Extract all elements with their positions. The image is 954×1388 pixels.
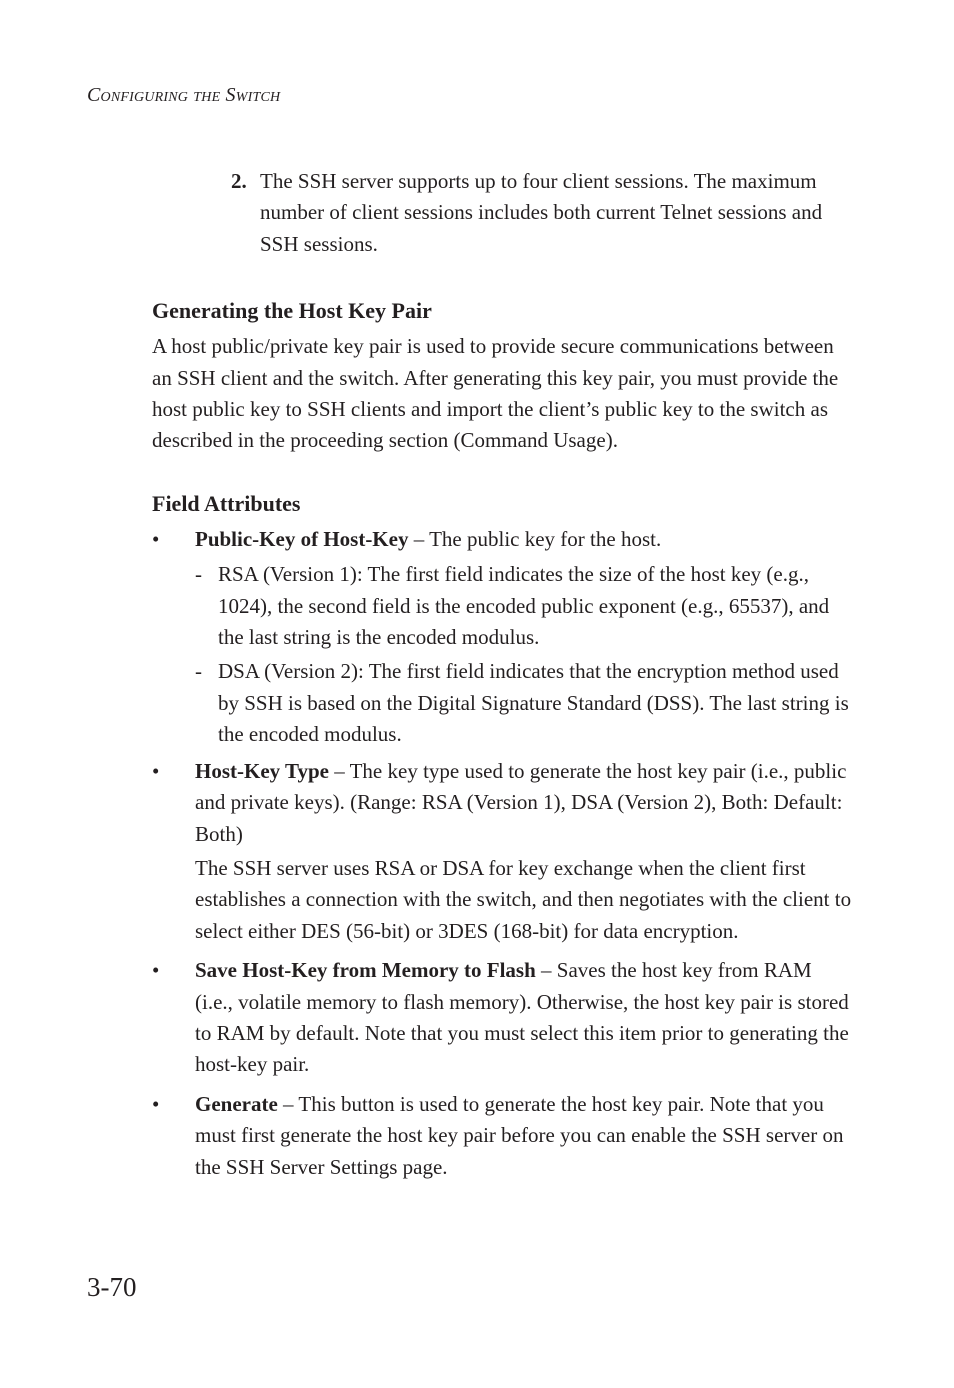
running-head: Configuring the Switch — [87, 84, 281, 106]
field-desc: Saves the host key from RAM (i.e., volatile memory to flash memory). Otherwise, the host key pair is stored to RAM by default. Note that you must select this item prior to generating the host-key pair. — [195, 958, 849, 1077]
field-item-save-host-key — [152, 955, 852, 1081]
bullet-mark: • — [152, 526, 160, 551]
field-term: Host-Key Type — [195, 758, 329, 783]
sub-item-text: DSA (Version 2): The first field indicates that the encryption method used by SSH is based on the Digital Signature Standard (DSS). The last string is the encoded modulus. — [218, 659, 849, 747]
dash-mark: - — [195, 562, 202, 587]
sub-list — [195, 559, 852, 750]
bullet-mark: • — [152, 1091, 160, 1116]
sub-item-text: RSA (Version 1): The first field indicates the size of the host key (e.g., 1024), the second field is the encoded public exponent (e.g., 65537), and the last string is the encoded modulus. — [218, 562, 830, 650]
page-content — [152, 166, 852, 1183]
field-term: Generate — [195, 1091, 278, 1116]
field-desc: This button is used to generate the host key pair. Note that you must first generate the host key pair before you can enable the SSH server on the SSH Server Settings page. — [195, 1091, 844, 1179]
field-term: Save Host-Key from Memory to Flash — [195, 958, 536, 983]
item-number: 2. — [231, 169, 247, 193]
dash-mark: - — [195, 659, 202, 684]
item-text: The SSH server supports up to four client sessions. The maximum number of client sessions includes both current Telnet sessions and SSH sessions. — [260, 169, 823, 256]
field-term: Public-Key of Host-Key — [195, 526, 409, 551]
term-separator: – — [408, 526, 430, 551]
sub-item-dsa — [195, 656, 852, 750]
bullet-mark: • — [152, 758, 160, 783]
section-heading-field-attributes: Field Attributes — [152, 490, 301, 516]
field-desc: The public key for the host. — [429, 526, 662, 551]
numbered-note-item — [152, 166, 852, 260]
field-item-generate — [152, 1089, 852, 1183]
field-item-public-key — [152, 524, 852, 751]
term-separator: – — [277, 1091, 299, 1116]
section-heading-host-key: Generating the Host Key Pair — [152, 298, 432, 324]
sub-item-rsa — [195, 559, 852, 653]
term-separator: – — [328, 758, 350, 783]
section-body-host-key: A host public/private key pair is used to provide secure communications between an SSH client and the switch. After generating this key pair, you must provide the host public key to SSH clients and import the client’s public key to the switch as described in the proceeding section (Command Usage). — [152, 334, 839, 453]
term-separator: – — [535, 958, 557, 983]
field-desc: The key type used to generate the host key pair (i.e., public and private keys). (Range: RSA (Version 1), DSA (Version 2), Both: Default: Both) — [195, 758, 847, 846]
field-extra-paragraph: The SSH server uses RSA or DSA for key exchange when the client first establishes a connection with the switch, and then negotiates with the client to select either DES (56-bit) or 3DES (168-bit) for data encryption. — [195, 855, 852, 943]
field-item-host-key-type — [152, 756, 852, 947]
page-number: 3-70 — [87, 1272, 137, 1302]
bullet-mark: • — [152, 958, 160, 983]
